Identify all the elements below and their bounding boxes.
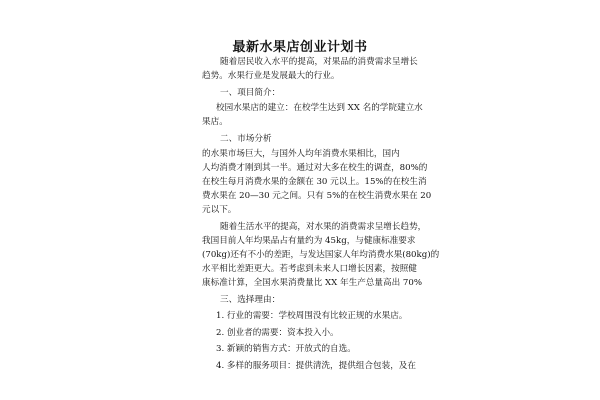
paragraph-line: 趋势。水果行业是发展最大的行业。 bbox=[202, 71, 340, 81]
paragraph-line: 康标准计算，全国水果消费量比 XX 年生产总量高出 70% bbox=[202, 278, 423, 288]
paragraph-line: 人均消费才刚到其一半。通过对大多在校生的调查，80%的 bbox=[202, 163, 428, 173]
list-item: 1. 行业的需要：学校周围没有比较正规的水果店。 bbox=[216, 311, 408, 321]
list-item: 3. 新颖的销售方式：开放式的自选。 bbox=[216, 344, 356, 354]
paragraph-line: 的水果市场巨大，与国外人均年消费水果相比，国内 bbox=[202, 149, 400, 159]
paragraph-line: (70kg)还有不小的差距，与发达国家人年均消费水果(80kg)的 bbox=[202, 250, 440, 260]
paragraph-line: 果店。 bbox=[202, 117, 228, 127]
section-heading: 一、项目简介： bbox=[220, 88, 281, 98]
section-heading: 二、市场分析 bbox=[220, 134, 272, 144]
paragraph-line: 校园水果店的建立：在校学生达到 XX 名的学院建立水 bbox=[216, 103, 423, 113]
document-title: 最新水果店创业计划书 bbox=[232, 40, 368, 55]
paragraph-line: 随着生活水平的提高，对水果的消费需求呈增长趋势， bbox=[220, 222, 427, 232]
section-heading: 三、选择理由： bbox=[220, 295, 281, 305]
paragraph-line: 随着居民收入水平的提高，对果品的消费需求呈增长 bbox=[220, 57, 418, 67]
paragraph-line: 在校生每月消费水果的金额在 30 元以上。15%的在校生消 bbox=[202, 177, 427, 187]
paragraph-line: 费水果在 20—30 元之间。只有 5%的在校生消费水果在 20 bbox=[202, 191, 432, 201]
paragraph-line: 元以下。 bbox=[202, 205, 237, 215]
list-item: 2. 创业者的需要：资本投入小。 bbox=[216, 328, 339, 338]
paragraph-line: 我国目前人年均果品占有量约为 45kg，与健康标准要求 bbox=[202, 236, 416, 246]
list-item: 4. 多样的服务项目：提供清洗，提供组合包装，及在 bbox=[216, 361, 416, 371]
paragraph-line: 水平相比差距更大。若考虑到未来人口增长因素，按照健 bbox=[202, 264, 417, 274]
